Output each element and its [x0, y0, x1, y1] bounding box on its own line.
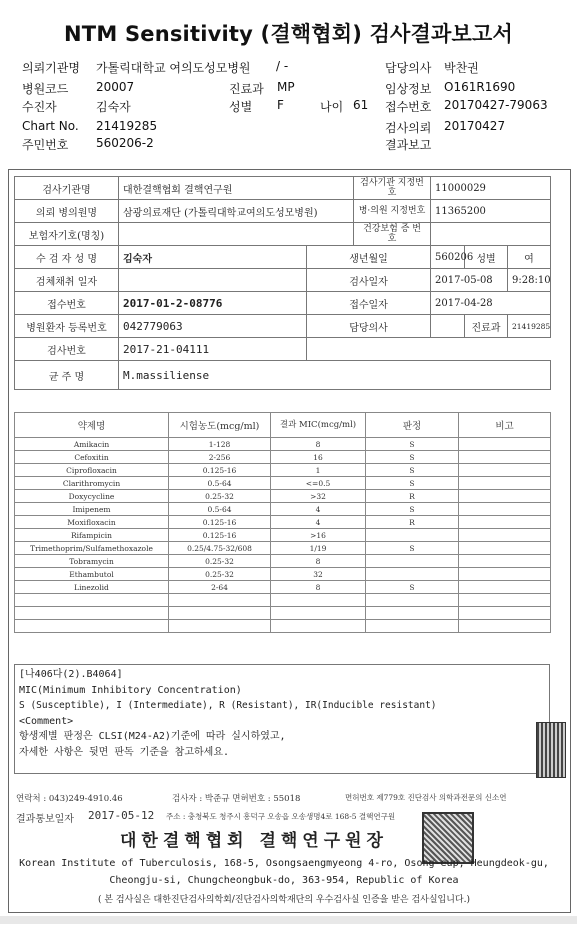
address-text: 주소 : 충청북도 청주시 흥덕구 오송읍 오송생명4로 168-5 결핵연구원 — [166, 812, 396, 821]
result-cell-range: 2-256 — [169, 451, 271, 464]
result-row — [15, 477, 551, 490]
result-cell-drug — [15, 594, 169, 607]
result-cell-mic: 8 — [271, 581, 366, 594]
result-cell-mic: >16 — [271, 529, 366, 542]
designation-value: 11000029 — [431, 177, 551, 200]
report-date-label: 결과통보일자 — [16, 814, 74, 825]
result-cell-drug: Ciprofloxacin — [15, 464, 169, 477]
result-cell-drug: Moxifloxacin — [15, 516, 169, 529]
result-cell-judge: S — [366, 451, 459, 464]
result-row — [15, 490, 551, 503]
request-value: 20170427 — [444, 119, 506, 133]
result-cell-note — [459, 438, 551, 451]
result-cell-judge — [366, 620, 459, 633]
judge-header: 판정 — [366, 413, 459, 438]
hospital-designation-label: 병·의원 지정번호 — [354, 200, 431, 223]
result-cell-drug: Imipenem — [15, 503, 169, 516]
result-cell-range: 0.5-64 — [169, 477, 271, 490]
result-row — [15, 542, 551, 555]
result-cell-range: 0.25-32 — [169, 568, 271, 581]
notes-comment-2: 자세한 사항은 뒷면 판독 기준을 참고하세요. — [19, 746, 230, 758]
patient-label: 수진자 — [22, 100, 57, 114]
result-cell-note — [459, 620, 551, 633]
result-cell-drug: Rifampicin — [15, 529, 169, 542]
dept-form-label: 진료과 — [465, 315, 508, 338]
english-address-1: Korean Institute of Tuberculosis, 168-5, Osongsaengmyeong 4-ro, Osong-eup, Heungdeok-gu, — [19, 858, 549, 869]
dept-value: MP — [277, 80, 295, 94]
sex-form-label: 성별 — [465, 246, 508, 269]
result-cell-mic: 8 — [271, 555, 366, 568]
english-address-2: Cheongju-si, Chungcheongbuk-do, 363-954, Republic of Korea — [109, 875, 459, 886]
result-cell-range: 0.5-64 — [169, 503, 271, 516]
doctor-label: 담당의사 — [385, 61, 432, 75]
org-value: 가톨릭대학교 여의도성모병원 — [96, 61, 251, 75]
result-cell-judge: S — [366, 581, 459, 594]
result-cell-mic: >32 — [271, 490, 366, 503]
clinical-label: 임상정보 — [385, 82, 432, 96]
result-cell-drug: Ethambutol — [15, 568, 169, 581]
result-cell-range: 0.25-32 — [169, 555, 271, 568]
note-header: 비고 — [459, 413, 551, 438]
report-label: 결과보고 — [385, 138, 432, 152]
result-cell-note — [459, 490, 551, 503]
result-cell-note — [459, 477, 551, 490]
organism-label: 균 주 명 — [15, 361, 119, 390]
result-cell-mic: 1/19 — [271, 542, 366, 555]
organization-name: 대한결핵협회 결핵연구원장 — [120, 831, 388, 851]
result-cell-range — [169, 607, 271, 620]
result-cell-range — [169, 620, 271, 633]
result-row — [15, 594, 551, 607]
result-cell-drug: Cefoxitin — [15, 451, 169, 464]
result-cell-mic: <=0.5 — [271, 477, 366, 490]
examiner-text: 검사자 : 박준규 면허번호 : 55018 — [172, 794, 301, 804]
org-slash: / - — [276, 59, 289, 73]
result-cell-note — [459, 464, 551, 477]
result-cell-drug: Trimethoprim/Sulfamethoxazole — [15, 542, 169, 555]
hospital-code-label: 병원코드 — [22, 82, 69, 96]
result-cell-drug: Linezolid — [15, 581, 169, 594]
physician-value — [431, 315, 465, 338]
birth-label: 생년월일 — [307, 246, 431, 269]
result-cell-note — [459, 516, 551, 529]
result-cell-judge — [366, 529, 459, 542]
result-cell-mic — [271, 594, 366, 607]
health-card-value — [431, 223, 551, 246]
req-hospital-label: 의뢰 병의원명 — [15, 200, 119, 223]
result-row — [15, 516, 551, 529]
chart-label: Chart No. — [22, 119, 79, 133]
collection-label: 검체채취 일자 — [15, 269, 119, 292]
result-cell-judge: S — [366, 477, 459, 490]
result-cell-judge — [366, 555, 459, 568]
insurance-label: 보험자기호(명칭) — [15, 223, 119, 246]
result-cell-range: 0.25/4.75-32/608 — [169, 542, 271, 555]
receipt-label: 접수번호 — [385, 100, 432, 114]
result-cell-range: 0.125-16 — [169, 529, 271, 542]
result-row — [15, 451, 551, 464]
rrn-label: 주민번호 — [22, 138, 69, 152]
result-cell-judge: S — [366, 464, 459, 477]
result-cell-range: 0.25-32 — [169, 490, 271, 503]
result-cell-mic: 1 — [271, 464, 366, 477]
result-row — [15, 438, 551, 451]
sex-label: 성별 — [229, 100, 253, 114]
sex-form-value: 여 — [508, 246, 551, 269]
result-cell-note — [459, 555, 551, 568]
result-row — [15, 503, 551, 516]
result-cell-drug — [15, 607, 169, 620]
receipt-date-value: 2017-04-28 — [431, 292, 551, 315]
result-cell-drug — [15, 620, 169, 633]
result-cell-mic: 8 — [271, 438, 366, 451]
result-cell-range: 0.125-16 — [169, 464, 271, 477]
result-cell-judge: S — [366, 542, 459, 555]
result-cell-mic — [271, 620, 366, 633]
license-text: 면허번호 제779호 진단검사 의학과전문의 신소연 — [345, 793, 507, 802]
chart-value: 21419285 — [96, 119, 158, 133]
notes-comment-label: <Comment> — [19, 715, 74, 727]
hospital-code-value: 20007 — [96, 80, 135, 94]
result-cell-note — [459, 607, 551, 620]
result-row — [15, 581, 551, 594]
test-org-label: 검사기관명 — [15, 177, 119, 200]
test-date-value: 2017-05-08 — [431, 269, 508, 292]
drug-header: 약제명 — [15, 413, 169, 438]
result-row — [15, 620, 551, 633]
test-no-label: 검사번호 — [15, 338, 119, 361]
result-cell-drug: Doxycycline — [15, 490, 169, 503]
result-row — [15, 607, 551, 620]
notes-code: [나406다(2).B4064] — [19, 669, 123, 680]
range-header: 시험농도(mcg/ml) — [169, 413, 271, 438]
result-row — [15, 555, 551, 568]
registration-value: 042779063 — [119, 315, 307, 338]
result-cell-judge — [366, 607, 459, 620]
org-label: 의뢰기관명 — [22, 61, 80, 75]
result-row — [15, 464, 551, 477]
report-title: NTM Sensitivity (결핵협회) 검사결과보고서 — [64, 22, 513, 46]
result-cell-note — [459, 568, 551, 581]
age-value: 61 — [353, 98, 369, 112]
contact-text: 연락처 : 043)249-4910.46 — [16, 794, 123, 804]
insurance-value — [119, 223, 354, 246]
age-label: 나이 — [320, 100, 344, 114]
info-form-table — [14, 176, 551, 390]
test-time-value: 9:28:10 — [508, 269, 551, 292]
registration-label: 병원환자 등록번호 — [15, 315, 119, 338]
collection-value — [119, 269, 307, 292]
side-stamp-image — [536, 722, 566, 778]
req-hospital-value: 삼광의료재단 (가톨릭대학교여의도성모병원) — [119, 200, 354, 223]
dept-label: 진료과 — [229, 82, 264, 96]
patient-value: 김숙자 — [96, 100, 131, 114]
results-table — [14, 412, 551, 633]
notes-box — [14, 664, 550, 774]
result-cell-note — [459, 594, 551, 607]
patient-name-value: 김숙자 — [119, 246, 307, 269]
birth-value: 560206 — [431, 246, 465, 269]
official-seal-image — [422, 812, 474, 864]
result-cell-judge: R — [366, 490, 459, 503]
result-cell-mic: 32 — [271, 568, 366, 581]
empty-cell — [307, 338, 551, 361]
result-row — [15, 568, 551, 581]
physician-label: 담당의사 — [307, 315, 431, 338]
result-cell-judge — [366, 568, 459, 581]
clinical-value: O161R1690 — [444, 80, 516, 94]
dept-form-value: 21419285 — [508, 315, 551, 338]
certification-text: ( 본 검사실은 대한진단검사의학회/진단검사의학재단의 우수검사실 인증을 받은 검사실입니다.) — [97, 895, 470, 905]
result-cell-range: 1-128 — [169, 438, 271, 451]
result-cell-mic: 4 — [271, 516, 366, 529]
mic-header: 결과 MIC(mcg/ml) — [271, 413, 366, 438]
result-cell-judge: S — [366, 438, 459, 451]
result-cell-note — [459, 542, 551, 555]
result-cell-judge — [366, 594, 459, 607]
result-cell-note — [459, 451, 551, 464]
notes-legend-line: S (Susceptible), I (Intermediate), R (Resistant), IR(Inducible resistant) — [19, 700, 437, 711]
notes-comment-1: 항생제별 판정은 CLSI(M24-A2)기준에 따라 실시하였고, — [19, 731, 286, 742]
sex-value: F — [277, 98, 284, 112]
result-cell-note — [459, 581, 551, 594]
rrn-value: 560206-2 — [96, 136, 154, 150]
notes-mic-line: MIC(Minimum Inhibitory Concentration) — [19, 684, 242, 696]
result-cell-mic — [271, 607, 366, 620]
doctor-value: 박찬권 — [444, 61, 479, 75]
page-bottom-edge — [0, 916, 577, 924]
organism-value: M.massiliense — [119, 361, 551, 390]
result-cell-drug: Amikacin — [15, 438, 169, 451]
result-cell-range: 2-64 — [169, 581, 271, 594]
report-date-value: 2017-05-12 — [88, 809, 155, 822]
result-cell-note — [459, 529, 551, 542]
result-row — [15, 529, 551, 542]
patient-name-label: 수 검 자 성 명 — [15, 246, 119, 269]
test-org-value: 대한결핵협회 결핵연구원 — [119, 177, 354, 200]
designation-label: 검사기관 지정번호 — [354, 177, 431, 200]
result-cell-note — [459, 503, 551, 516]
health-card-label: 건강보험 증 번 호 — [354, 223, 431, 246]
result-cell-judge: R — [366, 516, 459, 529]
receipt-form-value: 2017-01-2-08776 — [119, 292, 307, 315]
receipt-value: 20170427-79063 — [444, 98, 548, 112]
result-cell-drug: Clarithromycin — [15, 477, 169, 490]
result-cell-mic: 4 — [271, 503, 366, 516]
receipt-form-label: 접수번호 — [15, 292, 119, 315]
result-cell-drug: Tobramycin — [15, 555, 169, 568]
hospital-designation-value: 11365200 — [431, 200, 551, 223]
result-cell-judge: S — [366, 503, 459, 516]
request-label: 검사의뢰 — [385, 121, 432, 135]
test-date-label: 검사일자 — [307, 269, 431, 292]
receipt-date-label: 접수일자 — [307, 292, 431, 315]
result-cell-mic: 16 — [271, 451, 366, 464]
test-no-value: 2017-21-04111 — [119, 338, 307, 361]
result-cell-range: 0.125-16 — [169, 516, 271, 529]
result-cell-range — [169, 594, 271, 607]
